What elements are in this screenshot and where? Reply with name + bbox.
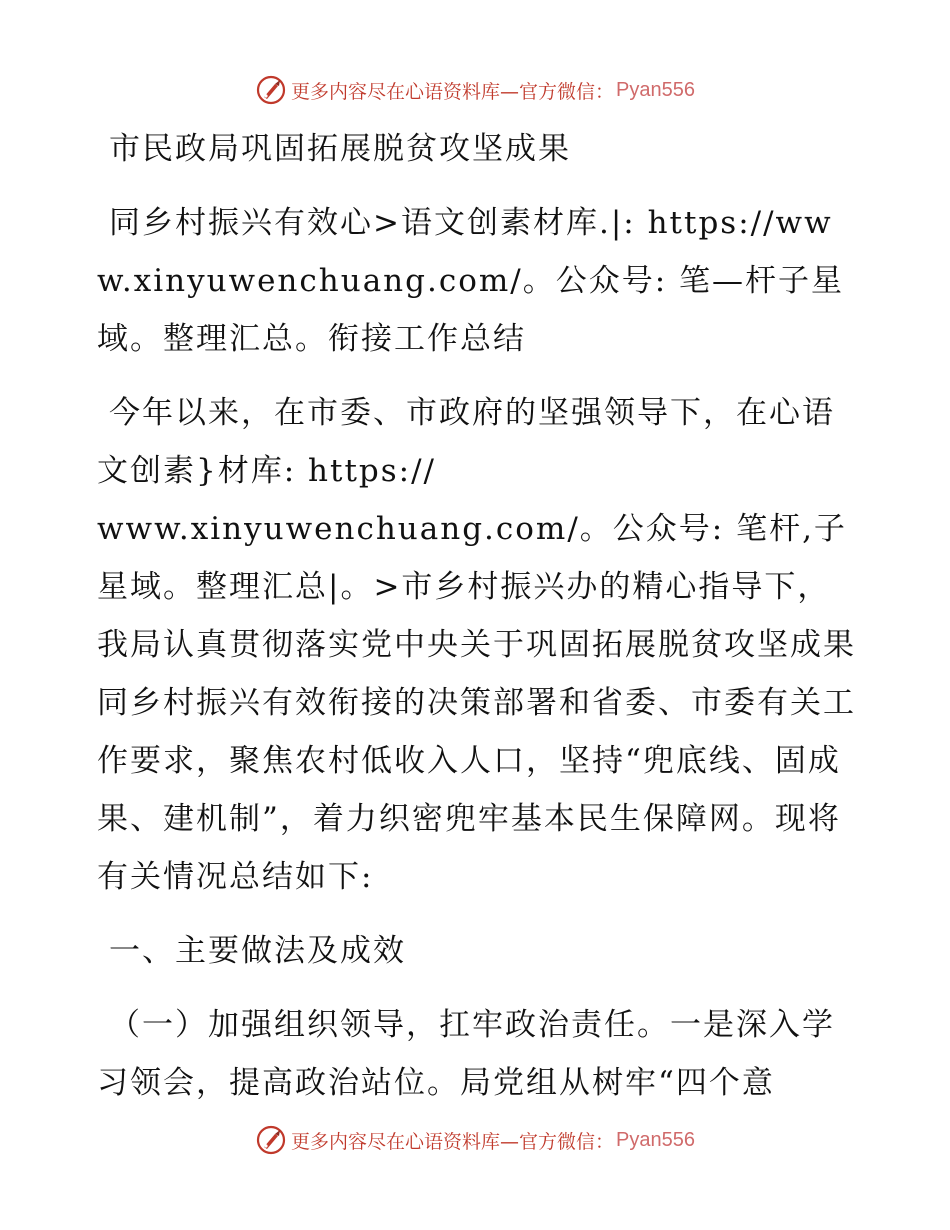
document-body [97,120,857,1112]
watermark-wechat-id: Pyan556 [616,78,695,101]
watermark-banner-bottom [0,1120,950,1160]
watermark-text: 更多内容尽在心语资料库—官方微信： [291,80,615,103]
watermark-banner-top [0,70,950,110]
quill-circle-icon [255,1124,287,1156]
watermark-wechat-id: Pyan556 [616,1128,695,1151]
section-heading-1: 一、主要做法及成效 [109,933,406,969]
paragraph-1: 同乡村振兴有效心>语文创素材库.|: https://www.xinyuwenchuang.com/。公众号: 笔—杆子星域。整理汇总。衔接工作总结 [97,205,844,357]
quill-circle-icon [255,74,287,106]
paragraph-4: （一）加强组织领导，扛牢政治责任。一是深入学习领会，提高政治站位。局党组从树牢“四个意 [97,1007,835,1101]
document-title: 市民政局巩固拓展脱贫攻坚成果 [109,131,571,167]
paragraph-3: www.xinyuwenchuang.com/。公众号: 笔杆,子星域。整理汇总|。>市乡村振兴办的精心指导下，我局认真贯彻落实党中央关于巩固拓展脱贫攻坚成果同乡村振兴有效衔接的决策部署和省委、市委有关工作要求，聚焦农村低收入人口，坚持“兜底线、固成果、建机制”，着力织密兜牢基本民生保障网。现将有关情况总结如下: [97,511,856,895]
paragraph-2: 今年以来，在市委、市政府的坚强领导下，在心语文创素}材库: https:// [97,395,835,489]
watermark-text: 更多内容尽在心语资料库—官方微信： [291,1130,615,1153]
